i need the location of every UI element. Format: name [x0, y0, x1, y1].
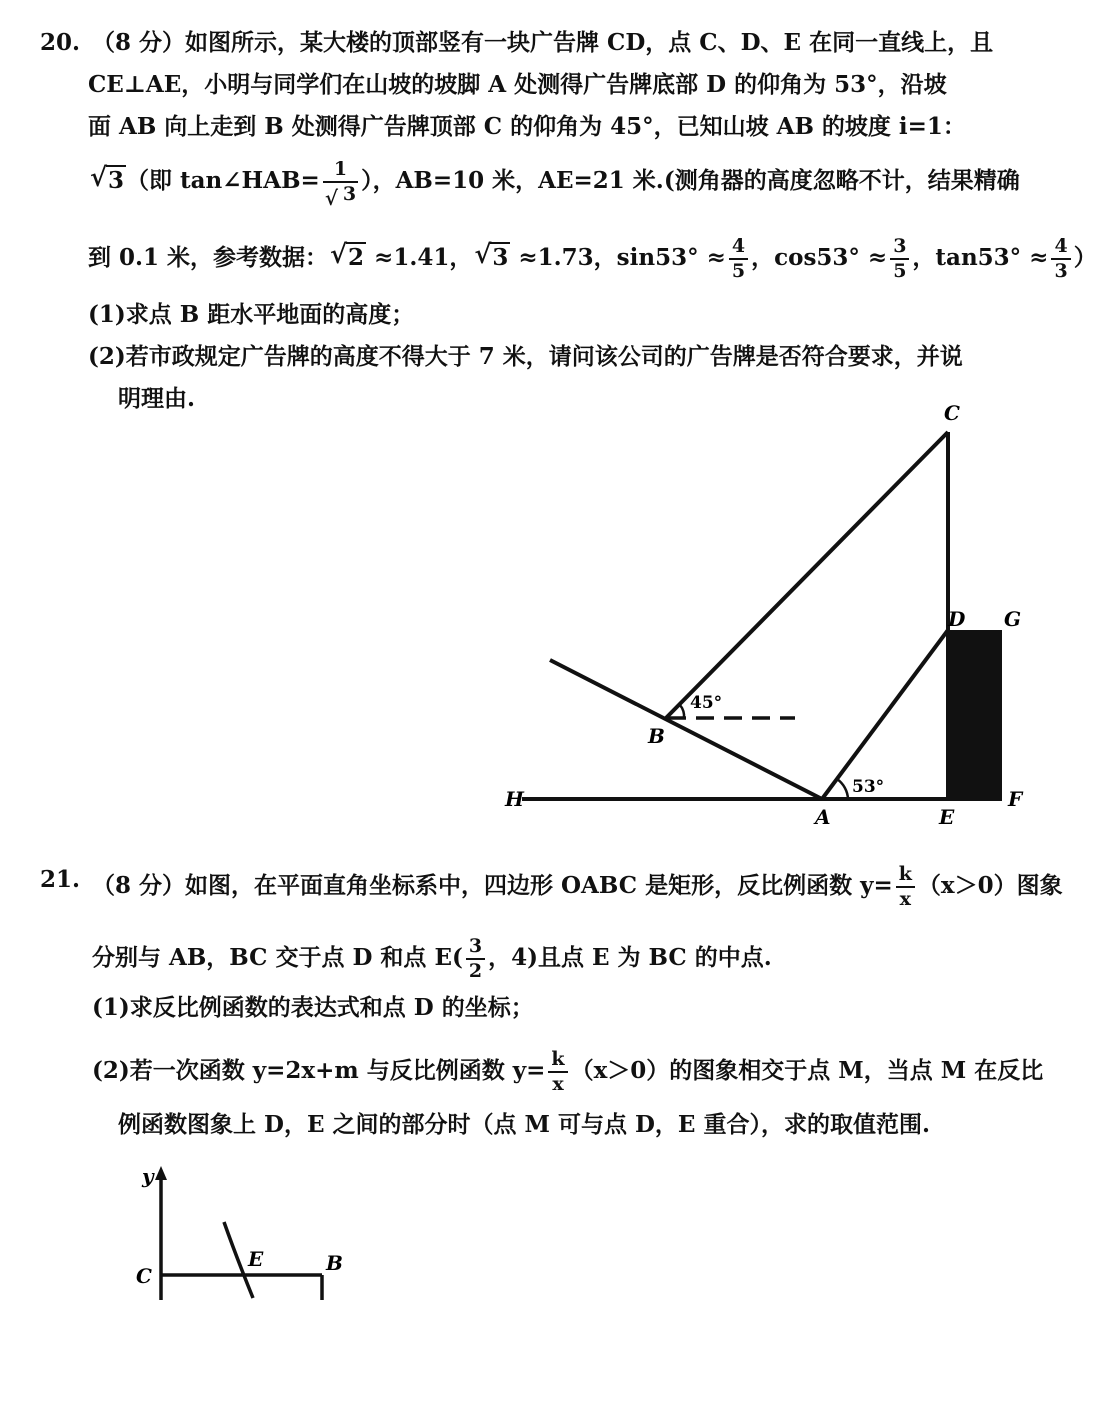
- question-21-number: 21.: [40, 866, 81, 893]
- q21-text-line-2: 分别与 AB，BC 交于点 D 和点 E( $\frac{3}{2}$ ，4)且点 E 为 BC 的中点.: [92, 935, 772, 982]
- y-axis-arrow: [155, 1166, 167, 1180]
- label-C-q21: C: [136, 1264, 152, 1288]
- q21-part-2-line-1: (2)若一次函数 y=2x+m 与反比例函数 y= $\frac{k}{x}$ （x＞0）的图象相交于点 M，当点 M 在反比: [92, 1048, 1044, 1095]
- label-A: A: [815, 805, 831, 829]
- label-H: H: [505, 787, 524, 811]
- tan53-fraction: $\frac{4}{3}$: [1051, 237, 1070, 281]
- label-B: B: [648, 724, 665, 748]
- label-y: y: [142, 1164, 154, 1188]
- angle-45-arc: [680, 705, 684, 718]
- angle-53-label: 53°: [852, 777, 885, 797]
- k-over-x-fraction-2: $\frac{k}{x}$: [548, 1050, 567, 1094]
- question-20-number: 20.: [40, 29, 81, 56]
- sin-fraction: $\frac{4}{5}$: [729, 237, 748, 281]
- label-E: E: [939, 805, 955, 829]
- line-AD: [822, 630, 948, 799]
- label-G: G: [1004, 607, 1022, 631]
- sqrt-3-expression: √ 3: [90, 163, 125, 194]
- sqrt-2-expression: √ 2: [330, 240, 365, 271]
- slope-line: [550, 660, 822, 799]
- q20-part-2-line-1: (2)若市政规定广告牌的高度不得大于 7 米，请问该公司的广告牌是否符合要求，并说: [88, 343, 963, 370]
- q20-text-line-3: 面 AB 向上走到 B 处测得广告牌顶部 C 的仰角为 45°，已知山坡 AB 的坡度 i=1：: [88, 113, 966, 140]
- k-over-x-fraction: $\frac{k}{x}$: [896, 865, 915, 909]
- label-B-q21: B: [326, 1251, 343, 1275]
- tan-fraction: 1 √ 3: [324, 158, 357, 210]
- q20-part-2-line-2: 明理由.: [118, 385, 196, 412]
- angle-45-label: 45°: [690, 693, 723, 713]
- q21-text-line-1: （8 分）如图，在平面直角坐标系中，四边形 OABC 是矩形，反比例函数 y= $\frac{k}{x}$ （x＞0）图象: [92, 863, 1063, 910]
- label-F: F: [1008, 787, 1023, 811]
- angle-53-arc: [837, 779, 848, 799]
- label-C: C: [944, 401, 960, 425]
- building-block: [948, 630, 1002, 799]
- line-BC: [665, 432, 948, 719]
- label-D: D: [948, 607, 966, 631]
- q20-text-line-1: （8 分）如图所示，某大楼的顶部竖有一块广告牌 CD，点 C、D、E 在同一直线上，且: [92, 29, 994, 56]
- e-x-fraction: $\frac{3}{2}$: [466, 937, 485, 981]
- cos-fraction: $\frac{3}{5}$: [890, 237, 909, 281]
- q21-part-1: (1)求反比例函数的表达式和点 D 的坐标；: [92, 994, 534, 1021]
- sqrt-3-expression-ref: √ 3: [474, 240, 509, 271]
- q20-text-line-5: 到 0.1 米，参考数据： √ 2 ≈1.41， √ 3 ≈1.73，sin53° ≈ $\frac{4}{5}$ ，cos53° ≈ $\frac{3}{5}$ ，tan53° ≈ $\frac{4}{3}$ ）: [88, 235, 1097, 282]
- q20-part-1: (1)求点 B 距水平地面的高度；: [88, 301, 415, 328]
- q21-part-2-line-2: 例函数图象上 D，E 之间的部分时（点 M 可与点 D，E 重合），求的取值范围.: [118, 1111, 930, 1138]
- label-E-q21: E: [248, 1247, 264, 1271]
- q20-text-line-4: √ 3（即 tan∠HAB= 1 √ 3 ），AB=10 米，AE=21 米.(测角器的高度忽略不计，结果精确: [90, 158, 1020, 210]
- q20-text-line-2: CE⊥AE，小明与同学们在山坡的坡脚 A 处测得广告牌底部 D 的仰角为 53°，沿坡: [88, 71, 947, 98]
